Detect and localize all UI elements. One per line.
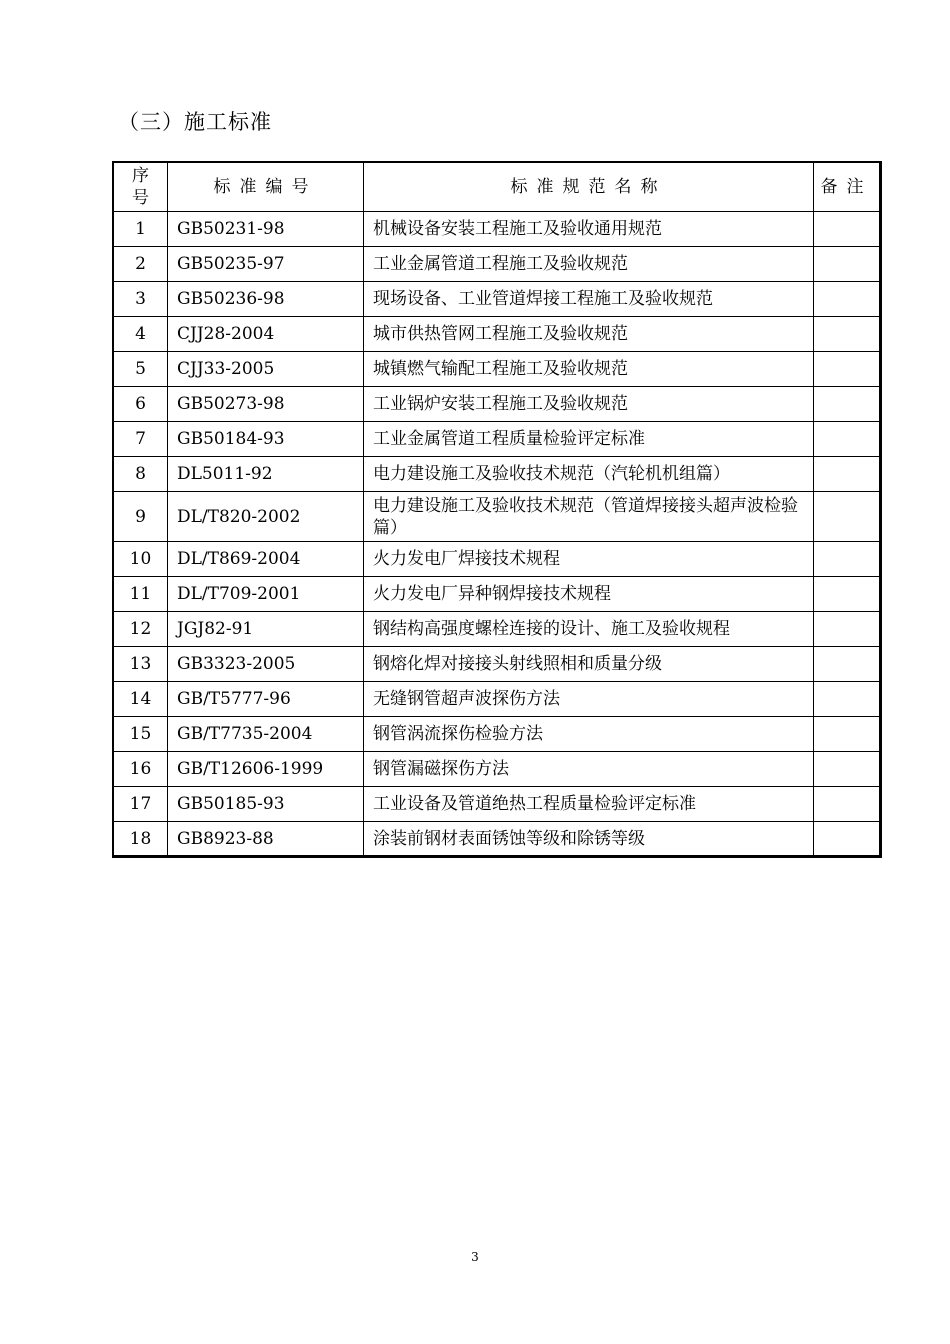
- table-row: [113, 752, 881, 787]
- row-note: [814, 352, 881, 387]
- row-name: 工业金属管道工程施工及验收规范: [364, 247, 814, 282]
- header-name: 标准规范名称: [364, 162, 814, 212]
- row-code: GB8923-88: [168, 822, 364, 857]
- header-code: 标准编号: [168, 162, 364, 212]
- row-code: DL5011-92: [168, 457, 364, 492]
- table-row: [113, 282, 881, 317]
- row-seq: 4: [113, 317, 168, 352]
- row-name: 涂装前钢材表面锈蚀等级和除锈等级: [364, 822, 814, 857]
- row-name: 电力建设施工及验收技术规范（管道焊接接头超声波检验篇）: [364, 492, 814, 542]
- table-row: [113, 612, 881, 647]
- row-name: 现场设备、工业管道焊接工程施工及验收规范: [364, 282, 814, 317]
- row-seq: 7: [113, 422, 168, 457]
- row-code: GB50236-98: [168, 282, 364, 317]
- table-row: [113, 542, 881, 577]
- table-row: [113, 577, 881, 612]
- row-note: [814, 787, 881, 822]
- row-seq: 2: [113, 247, 168, 282]
- row-seq: 13: [113, 647, 168, 682]
- row-code: GB/T5777-96: [168, 682, 364, 717]
- row-code: JGJ82-91: [168, 612, 364, 647]
- row-note: [814, 822, 881, 857]
- table-row: [113, 317, 881, 352]
- row-note: [814, 577, 881, 612]
- row-seq: 5: [113, 352, 168, 387]
- row-code: GB50185-93: [168, 787, 364, 822]
- row-code: DL/T820-2002: [168, 492, 364, 542]
- table-row: [113, 647, 881, 682]
- table-row: [113, 822, 881, 857]
- row-note: [814, 752, 881, 787]
- row-code: GB3323-2005: [168, 647, 364, 682]
- row-name: 钢管漏磁探伤方法: [364, 752, 814, 787]
- row-name: 工业金属管道工程质量检验评定标准: [364, 422, 814, 457]
- row-seq: 1: [113, 212, 168, 247]
- row-note: [814, 317, 881, 352]
- table-row: [113, 352, 881, 387]
- row-seq: 6: [113, 387, 168, 422]
- page-number: 3: [471, 1250, 479, 1264]
- row-seq: 8: [113, 457, 168, 492]
- table-row: [113, 422, 881, 457]
- row-name: 工业设备及管道绝热工程质量检验评定标准: [364, 787, 814, 822]
- row-name: 火力发电厂焊接技术规程: [364, 542, 814, 577]
- row-note: [814, 682, 881, 717]
- row-seq: 12: [113, 612, 168, 647]
- row-seq: 16: [113, 752, 168, 787]
- table-row: [113, 717, 881, 752]
- row-seq: 9: [113, 492, 168, 542]
- row-code: GB/T12606-1999: [168, 752, 364, 787]
- row-note: [814, 717, 881, 752]
- row-seq: 18: [113, 822, 168, 857]
- row-code: GB50235-97: [168, 247, 364, 282]
- row-note: [814, 492, 881, 542]
- row-seq: 14: [113, 682, 168, 717]
- table-row: [113, 682, 881, 717]
- row-name: 钢熔化焊对接接头射线照相和质量分级: [364, 647, 814, 682]
- row-code: DL/T709-2001: [168, 577, 364, 612]
- row-code: GB/T7735-2004: [168, 717, 364, 752]
- table-row: [113, 212, 881, 247]
- row-code: CJJ28-2004: [168, 317, 364, 352]
- header-note: 备注: [814, 162, 881, 212]
- table-row: [113, 247, 881, 282]
- row-code: DL/T869-2004: [168, 542, 364, 577]
- table-row: [113, 387, 881, 422]
- table-row: [113, 787, 881, 822]
- row-seq: 11: [113, 577, 168, 612]
- row-note: [814, 387, 881, 422]
- table-row: [113, 457, 881, 492]
- row-name: 机械设备安装工程施工及验收通用规范: [364, 212, 814, 247]
- row-note: [814, 247, 881, 282]
- row-name: 火力发电厂异种钢焊接技术规程: [364, 577, 814, 612]
- row-name: 钢结构高强度螺栓连接的设计、施工及验收规程: [364, 612, 814, 647]
- section-heading: （三）施工标准: [118, 110, 272, 134]
- row-code: GB50231-98: [168, 212, 364, 247]
- row-code: GB50184-93: [168, 422, 364, 457]
- row-note: [814, 542, 881, 577]
- row-code: CJJ33-2005: [168, 352, 364, 387]
- row-note: [814, 212, 881, 247]
- row-note: [814, 612, 881, 647]
- row-name: 城市供热管网工程施工及验收规范: [364, 317, 814, 352]
- table-header-row: [113, 162, 881, 212]
- row-name: 城镇燃气输配工程施工及验收规范: [364, 352, 814, 387]
- row-seq: 3: [113, 282, 168, 317]
- row-name: 电力建设施工及验收技术规范（汽轮机机组篇）: [364, 457, 814, 492]
- row-name: 无缝钢管超声波探伤方法: [364, 682, 814, 717]
- row-seq: 15: [113, 717, 168, 752]
- row-name: 工业锅炉安装工程施工及验收规范: [364, 387, 814, 422]
- row-note: [814, 647, 881, 682]
- table-row: [113, 492, 881, 542]
- row-seq: 17: [113, 787, 168, 822]
- row-note: [814, 422, 881, 457]
- row-name: 钢管涡流探伤检验方法: [364, 717, 814, 752]
- row-note: [814, 282, 881, 317]
- row-note: [814, 457, 881, 492]
- header-seq: 序 号: [113, 162, 168, 212]
- row-seq: 10: [113, 542, 168, 577]
- row-code: GB50273-98: [168, 387, 364, 422]
- standards-table: [112, 161, 882, 858]
